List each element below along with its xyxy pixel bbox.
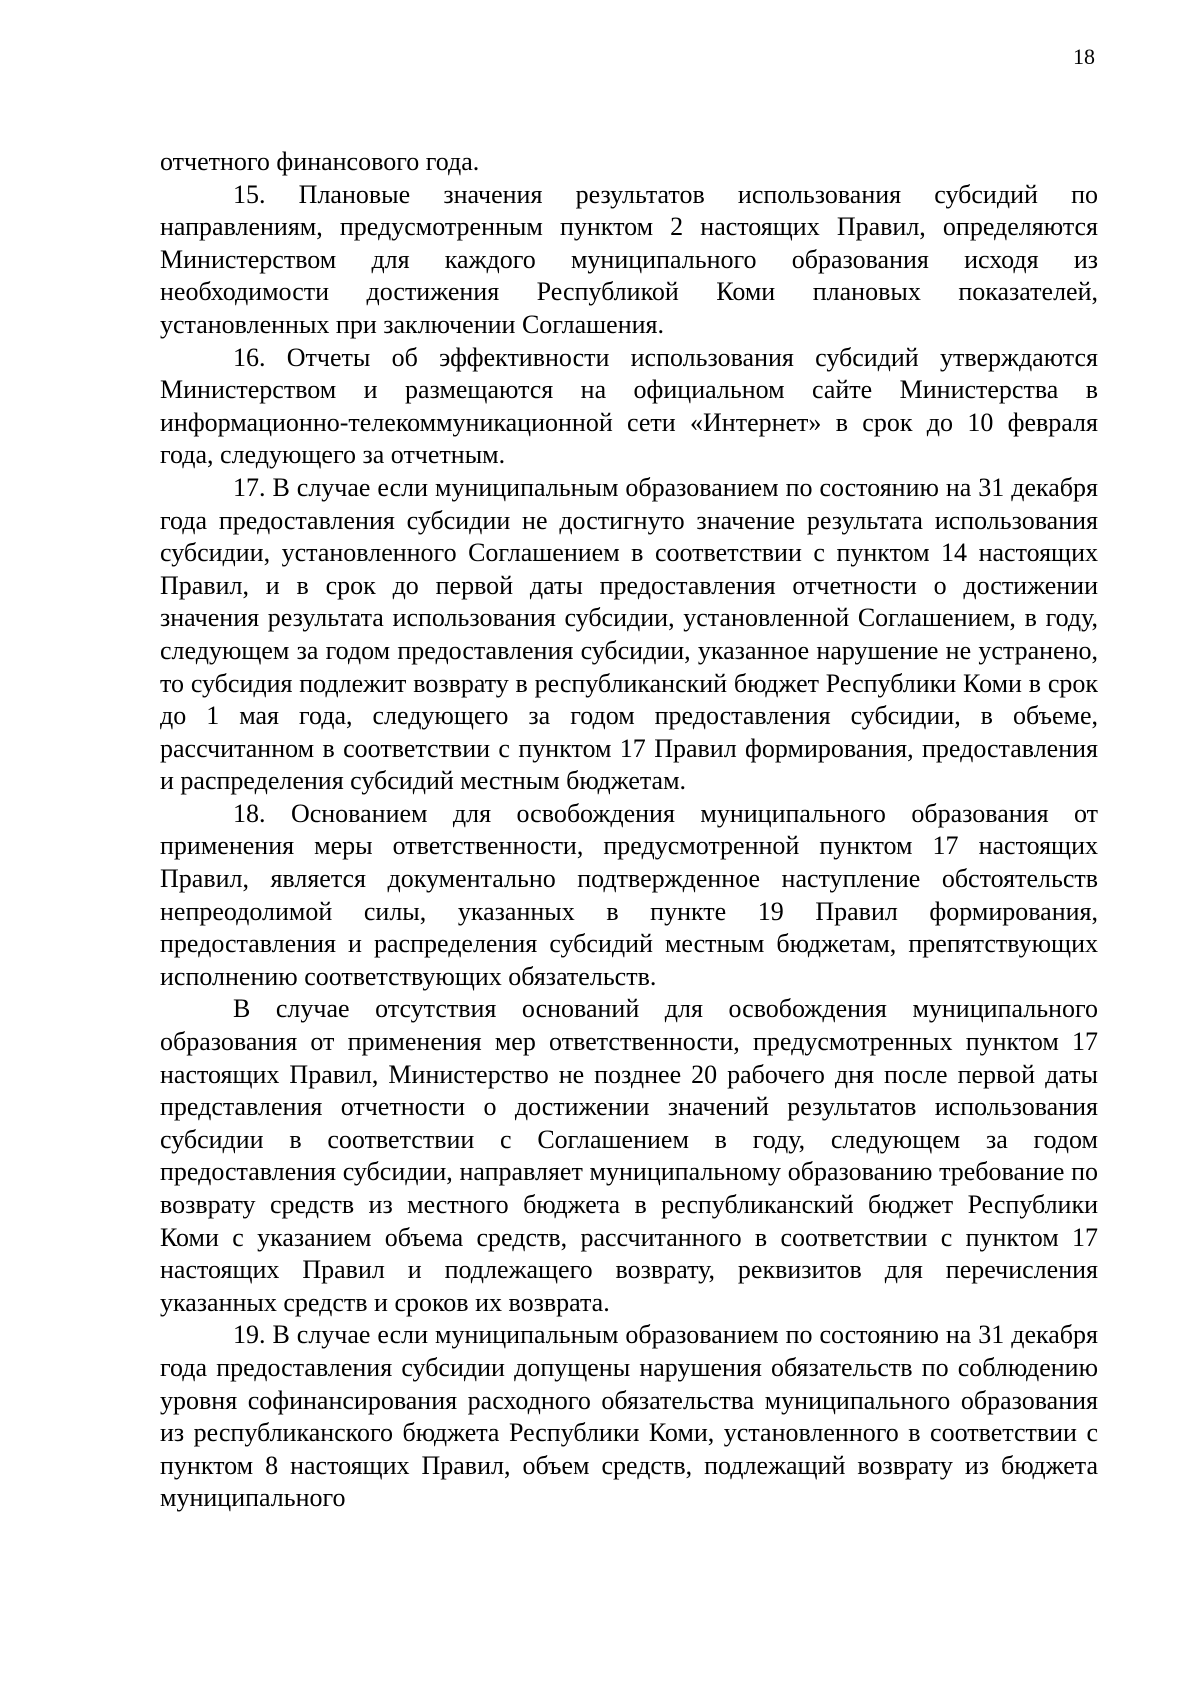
paragraph-clause-15: 15. Плановые значения результатов использования субсидий по направлениям, предусмотренным пунктом 2 настоящих Правил, определяются Министерством для каждого муниципального образования исходя из необходимости достижения Республикой Коми плановых показателей, установленных при заключении Соглашения. [160, 179, 1098, 339]
document-body [160, 146, 1098, 1515]
paragraph-clause-17: 17. В случае если муниципальным образованием по состоянию на 31 декабря года предоставления субсидии не достигнуто значение результата использования субсидии, установленного Соглашением в соответствии с пунктом 14 настоящих Правил, и в срок до первой даты предоставления отчетности о достижении значения результата использования субсидии, установленной Соглашением, в году, следующем за годом предоставления субсидии, указанное нарушение не устранено, то субсидия подлежит возврату в республиканский бюджет Республики Коми в срок до 1 мая года, следующего за годом предоставления субсидии, в объеме, рассчитанном в соответствии с пунктом 17 Правил формирования, предоставления и распределения субсидий местным бюджетам. [160, 472, 1098, 796]
page-number: 18 [1073, 44, 1095, 69]
paragraph-clause-18-continued: В случае отсутствия оснований для освобождения муниципального образования от применения мер ответственности, предусмотренных пунктом 17 настоящих Правил, Министерство не позднее 20 рабочего дня после первой даты представления отчетности о достижении значений результатов использования субсидии в соответствии с Соглашением в году, следующем за годом предоставления субсидии, направляет муниципальному образованию требование по возврату средств из местного бюджета в республиканский бюджет Республики Коми с указанием объема средств, рассчитанного в соответствии с пунктом 17 настоящих Правил и подлежащего возврату, реквизитов для перечисления указанных средств и сроков их возврата. [160, 994, 1098, 1317]
paragraph-continuation: отчетного финансового года. [160, 147, 480, 176]
paragraph-clause-19: 19. В случае если муниципальным образованием по состоянию на 31 декабря года предоставления субсидии допущены нарушения обязательств по соблюдению уровня софинансирования расходного обязательства муниципального образования из республиканского бюджета Республики Коми, установленного в соответствии с пунктом 8 настоящих Правил, объем средств, подлежащий возврату из бюджета муниципального [160, 1320, 1098, 1513]
paragraph-clause-16: 16. Отчеты об эффективности использования субсидий утверждаются Министерством и размещаются на официальном сайте Министерства в информационно-телекоммуникационной сети «Интернет» в срок до 10 февраля года, следующего за отчетным. [160, 342, 1098, 470]
paragraph-clause-18: 18. Основанием для освобождения муниципального образования от применения меры ответственности, предусмотренной пунктом 17 настоящих Правил, является документально подтвержденное наступление обстоятельств непреодолимой силы, указанных в пункте 19 Правил формирования, предоставления и распределения субсидий местным бюджетам, препятствующих исполнению соответствующих обязательств. [160, 798, 1098, 991]
